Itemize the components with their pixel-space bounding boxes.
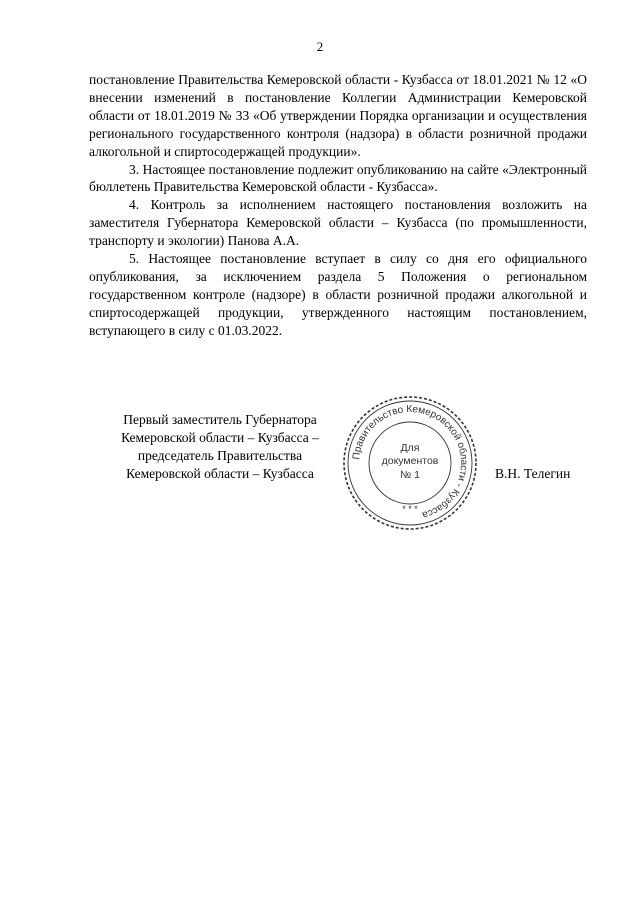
signatory-position-line: Кемеровской области – Кузбасса – [121,429,319,445]
signatory-position-line: Первый заместитель Губернатора [123,412,317,427]
seal-center-line2: документов [381,455,439,467]
signatory-position-line: председатель Правительства [137,447,303,463]
seal-ring-text: Правительство Кемеровской области - Кузбасса [351,403,470,521]
document-body [89,71,587,340]
paragraph-4-control: 4. Контроль за исполнением настоящего постановления возложить на заместителя Губернатора Кемеровской области – Кузбасса (по промышленности, транспорту и экологии) Панова А.А. [89,197,587,249]
paragraph-3-publication: 3. Настоящее постановление подлежит опубликованию на сайте «Электронный бюллетень Правительства Кемеровской области - Кузбасса». [89,161,587,195]
paragraph-continuation: постановление Правительства Кемеровской области - Кузбасса от 18.01.2021 № 12 «О внесении изменений в постановление Коллегии Администрации Кемеровской области от 18.01.2019 № 33 «Об утверждении Порядка организации и осуществления регионального государственного контроля (надзора) в области розничной продажи алкогольной и спиртосодержащей продукции». [89,72,587,159]
seal-center-line1: Для [400,442,420,454]
paragraph-5-effective-date: 5. Настоящее постановление вступает в силу со дня его официального опубликования, за исключением раздела 5 Положения о региональном государственном контроле (надзоре) в области розничной продажи алкогольной и спиртосодержащей продукции, утвержденного настоящим постановлением, вступающего в силу с 01.03.2022. [89,251,587,338]
signatory-position [100,411,340,483]
seal-stars: * * * [402,504,418,514]
signatory-position-line: Кемеровской области – Кузбасса [126,465,314,481]
official-seal [340,393,480,533]
page-number: 2 [316,39,324,54]
signatory-name: В.Н. Телегин [495,466,571,481]
seal-center-line3: № 1 [399,469,421,481]
